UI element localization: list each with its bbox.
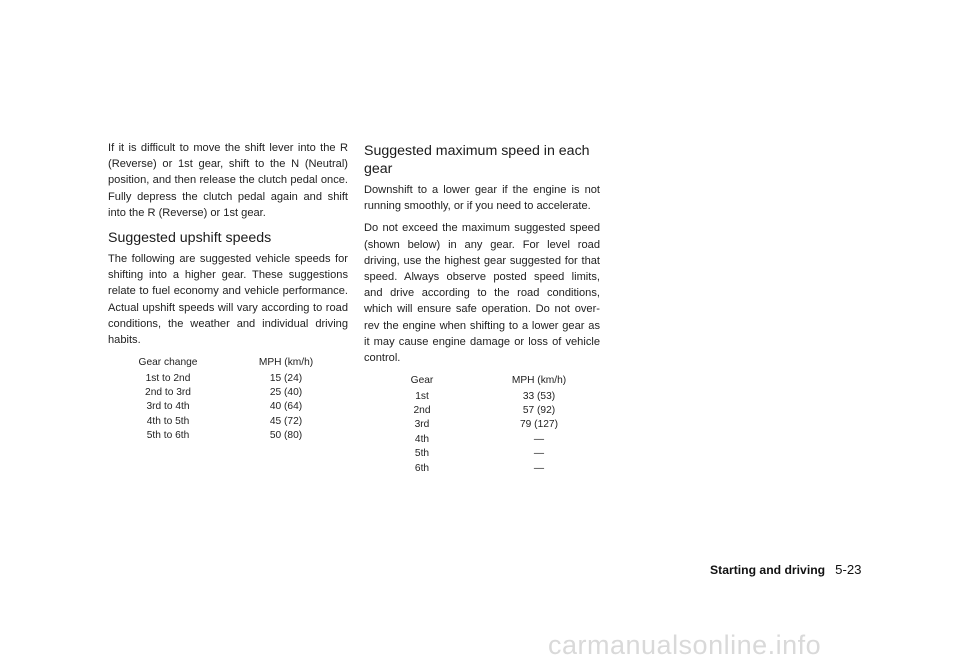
speed-cell: 79 (127) xyxy=(520,419,558,431)
gear-cell: 5th xyxy=(414,448,430,460)
speed-cell: 50 (80) xyxy=(269,430,303,442)
gear-header: Gear xyxy=(410,375,434,387)
upshift-speeds-paragraph: The following are suggested vehicle speeds for shifting into a higher gear. These suggestions relate to fuel economy and vehicle performance. Actual upshift speeds will vary according to road conditions, the weather and individual driving habits. xyxy=(108,253,348,347)
gear-change-cell: 1st to 2nd xyxy=(145,372,191,384)
table-row xyxy=(364,447,600,461)
left-column xyxy=(108,140,348,444)
gear-cell: 2nd xyxy=(413,405,431,417)
max-speed-heading: Suggested maximum speed in each gear xyxy=(364,143,590,177)
speed-cell: — xyxy=(533,433,545,445)
table-row xyxy=(108,400,348,414)
max-speed-table xyxy=(364,374,600,476)
gear-cell: 4th xyxy=(414,433,430,445)
table-header-row xyxy=(364,374,600,388)
gear-change-header: Gear change xyxy=(138,357,198,369)
gear-change-cell: 5th to 6th xyxy=(146,430,190,442)
page-number: 5-23 xyxy=(835,562,862,577)
speed-cell: 15 (24) xyxy=(269,372,303,384)
gear-cell: 1st xyxy=(415,390,429,402)
page-footer xyxy=(710,562,862,577)
upshift-speeds-table xyxy=(108,356,348,443)
table-row xyxy=(108,429,348,443)
table-row xyxy=(364,433,600,447)
table-row xyxy=(364,390,600,404)
table-row xyxy=(108,372,348,386)
watermark: carmanualsonline.info xyxy=(548,630,822,660)
gear-change-cell: 4th to 5th xyxy=(146,415,190,427)
speed-cell: 40 (64) xyxy=(269,401,303,413)
right-column xyxy=(364,142,600,476)
table-row xyxy=(108,415,348,429)
table-row xyxy=(108,386,348,400)
speed-cell: 57 (92) xyxy=(522,405,556,417)
section-title: Starting and driving xyxy=(710,563,826,577)
gear-change-cell: 3rd to 4th xyxy=(146,401,190,413)
table-row xyxy=(364,462,600,476)
gear-change-cell: 2nd to 3rd xyxy=(145,387,191,399)
table-row xyxy=(364,404,600,418)
gear-cell: 3rd xyxy=(414,419,430,431)
table-row xyxy=(364,418,600,432)
table-header-row xyxy=(108,356,348,370)
speed-cell: 45 (72) xyxy=(269,415,303,427)
speed-cell: — xyxy=(533,462,545,474)
downshift-paragraph: Downshift to a lower gear if the engine is not running smoothly, or if you need to accelerate. xyxy=(364,184,600,213)
shift-difficulty-paragraph: If it is difficult to move the shift lever into the R (Reverse) or 1st gear, shift to the N (Neutral) position, and then release the clutch pedal once. Fully depress the clutch pedal again and shift into the R (Reverse) or 1st gear. xyxy=(108,142,348,219)
speed-cell: 25 (40) xyxy=(269,387,303,399)
max-speed-paragraph: Do not exceed the maximum suggested speed (shown below) in any gear. For level road driving, use the highest gear suggested for that speed. Always observe posted speed limits, and drive according to the road conditions, which will ensure safe operation. Do not over-rev the engine when shifting to a lower gear as it may cause engine damage or loss of vehicle control. xyxy=(364,222,600,365)
speed-header: MPH (km/h) xyxy=(258,357,314,369)
speed-header: MPH (km/h) xyxy=(511,375,567,387)
upshift-speeds-heading: Suggested upshift speeds xyxy=(108,230,272,247)
speed-cell: — xyxy=(533,448,545,460)
gear-cell: 6th xyxy=(414,462,430,474)
speed-cell: 33 (53) xyxy=(522,390,556,402)
